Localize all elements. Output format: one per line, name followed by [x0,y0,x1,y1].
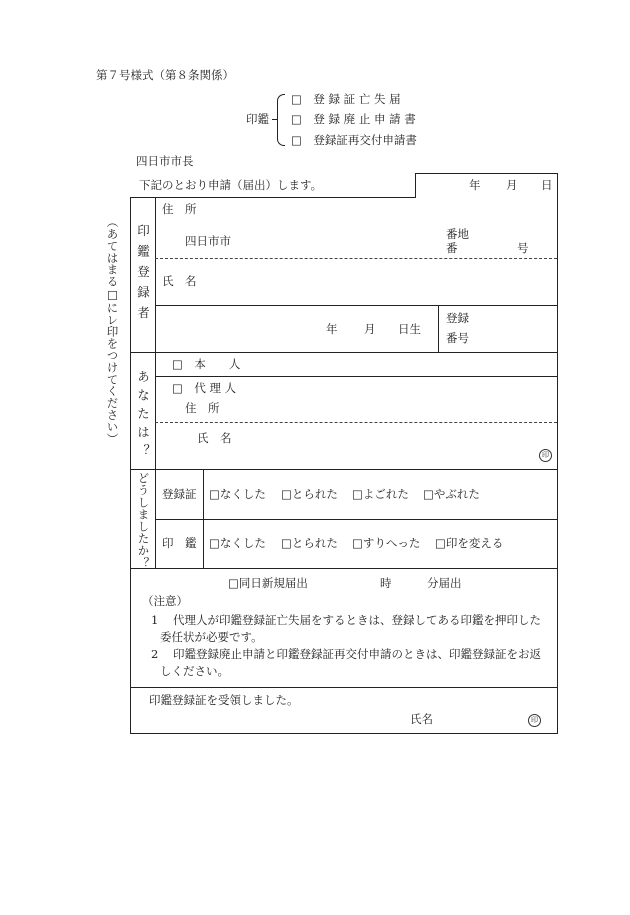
same-day-checkbox[interactable]: □同日新規届出 [228,576,308,590]
you-side-label: あなたは？ [135,370,151,463]
title-option-abolish[interactable]: □ 登 録 廃 止 申 請 書 [291,112,416,126]
note1-number: 1 [151,613,159,627]
certificate-row-label: 登録証 [162,487,197,501]
note1-line1: 代理人が印鑑登録証亡失届をするときは、登録してある印鑑を押印した [173,613,541,627]
date-box-top [415,173,557,174]
cert-lost-checkbox[interactable]: □なくした [209,487,266,501]
birth-day: 日生 [398,322,421,336]
request-line: 下記のとおり申請（届出）します。 [139,178,323,192]
self-checkbox[interactable]: □ 本 人 [172,357,241,371]
reg-number-label-1: 登録 [446,311,469,325]
cert-torn-checkbox[interactable]: □やぶれた [423,487,480,501]
how-side-label: どうしましたか？ [136,472,151,569]
notes-title: （注意） [142,594,188,608]
same-day-minute: 分届出 [427,576,462,590]
reg-number-label-2: 番号 [446,331,469,345]
name-label: 氏 名 [162,274,197,288]
date-month: 月 [506,178,518,192]
seal-worn-checkbox[interactable]: □すりへった [352,536,421,550]
how-row-divider [155,519,557,520]
table-right-border [557,173,558,569]
section1-bottom-divider [130,352,558,353]
address-label: 住 所 [162,202,197,216]
seal-stolen-checkbox[interactable]: □とられた [281,536,338,550]
side-column-divider [155,197,156,568]
form-number: 第７号様式（第８条関係） [96,68,234,82]
brace-tip-icon [272,119,277,120]
request-underline [130,197,415,198]
agent-seal-mark: 印 [539,449,552,462]
same-day-hour: 時 [380,576,392,590]
section2-bottom-divider [130,469,558,470]
date-day: 日 [541,178,553,192]
ban-text: 番 [446,241,458,255]
receipt-box-bottom [130,733,558,734]
date-year: 年 [469,178,481,192]
note2-line1: 印鑑登録廃止申請と印鑑登録証再交付申請のときは、印鑑登録証をお返 [173,647,541,661]
cert-dirty-checkbox[interactable]: □よごれた [352,487,409,501]
seal-row-label: 印 鑑 [162,536,197,550]
agent-name-label: 氏 名 [197,431,232,445]
name-birth-divider [155,305,557,306]
notes-box-right [557,568,558,688]
birth-month: 月 [364,322,376,336]
receipt-box-left [130,687,131,733]
address-name-dashed-divider [155,258,557,259]
cert-stolen-checkbox[interactable]: □とられた [281,487,338,501]
receipt-text: 印鑑登録証を受領しました。 [149,693,299,707]
agent-address-label: 住 所 [185,401,220,415]
table-bottom-border [130,568,558,569]
table-left-border [130,197,131,569]
agent-checkbox[interactable]: □ 代 理 人 [172,381,237,395]
addressee: 四日市市長 [136,154,194,168]
receipt-name-label: 氏名 [410,712,433,726]
city-text: 四日市市 [185,234,231,248]
receipt-seal-mark: 印 [528,714,541,727]
title-option-loss[interactable]: □ 登 録 証 亡 失 届 [291,92,401,106]
self-agent-divider [155,376,557,377]
seal-change-checkbox[interactable]: □印を変える [435,536,504,550]
gou-text: 号 [517,241,529,255]
inkan-label: 印鑑 [246,112,269,126]
registrant-side-label: 印鑑登録者 [135,224,151,327]
birth-year: 年 [326,322,338,336]
date-box-left [415,173,416,198]
title-option-reissue[interactable]: □ 登録証再交付申請書 [291,133,417,147]
note1-line2: 委任状が必要です。 [160,630,263,644]
receipt-box-top [130,687,558,688]
brace-icon [277,94,285,146]
receipt-box-right [557,687,558,733]
note2-line2: しください。 [160,664,229,678]
banchi-text: 番地 [446,227,469,241]
side-note: （あてはまる□にレ印をつけてください） [105,216,120,445]
agent-dashed-divider [155,422,557,423]
notes-box-left [130,568,131,688]
note2-number: 2 [151,647,159,661]
reg-number-divider [438,305,439,352]
seal-lost-checkbox[interactable]: □なくした [209,536,266,550]
